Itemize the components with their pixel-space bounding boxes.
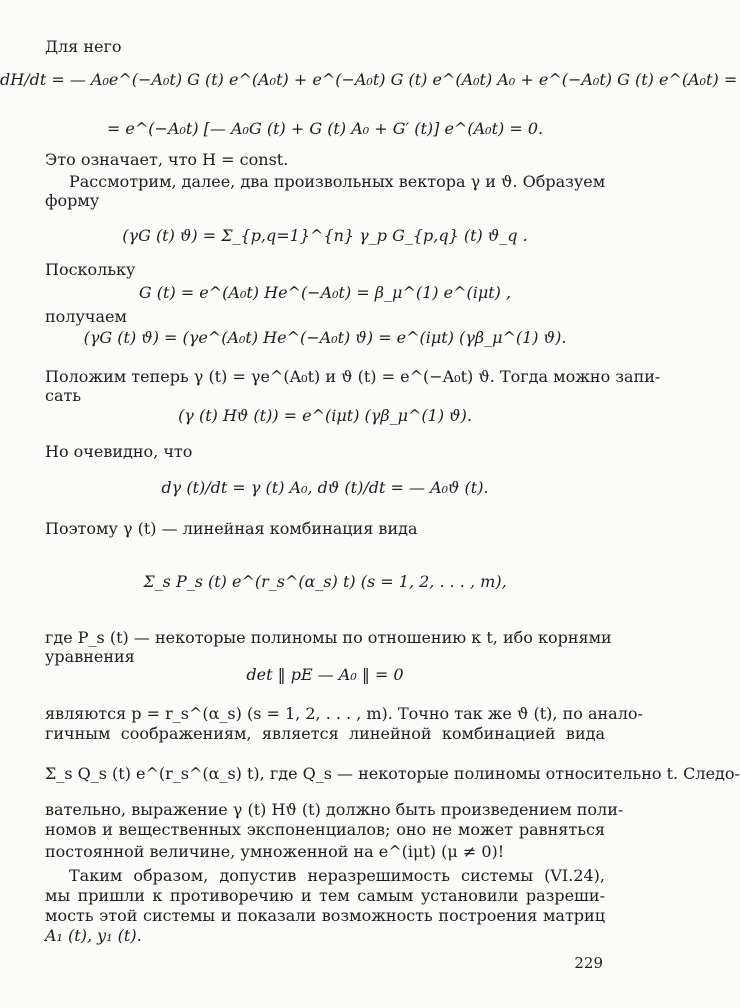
- equation-line: (γG (t) ϑ) = (γe^(A₀t) He^(−A₀t) ϑ) = e^(iμt) (γβ_μ^(1) ϑ).: [83, 328, 567, 347]
- equation-line: Σ_s P_s (t) e^(r_s^(α_s) t) (s = 1, 2, . . . , m),: [143, 572, 507, 591]
- text-line: Поскольку: [45, 260, 136, 279]
- paragraph-line: Положим теперь γ (t) = γe^(A₀t) и ϑ (t) = e^(−A₀t) ϑ. Тогда можно запи-: [45, 367, 661, 386]
- text-line: форму: [45, 191, 100, 210]
- equation-line: G (t) = e^(A₀t) He^(−A₀t) = β_μ^(1) e^(iμt) ,: [138, 283, 512, 302]
- equation-line: (γG (t) ϑ) = Σ_{p,q=1}^{n} γ_p G_{p,q} (t) ϑ_q .: [122, 226, 528, 245]
- equation-line: det ‖ pE — A₀ ‖ = 0: [246, 665, 404, 684]
- paragraph-line: мость этой системы и показали возможность построения матриц: [45, 906, 605, 925]
- paragraph-line: Таким образом, допустив неразрешимость системы (VI.24),: [69, 866, 605, 885]
- text-line: Это означает, что H = const.: [45, 150, 289, 169]
- text-line: сать: [45, 386, 82, 405]
- paragraph-line: являются p = r_s^(α_s) (s = 1, 2, . . . , m). Точно так же ϑ (t), по анало-: [45, 704, 643, 723]
- equation-line: dH/dt = — A₀e^(−A₀t) G (t) e^(A₀t) + e^(−A₀t) G (t) e^(A₀t) A₀ + e^(−A₀t) G (t) e^(A₀t) =: [0, 70, 738, 89]
- page-number: 229: [574, 954, 603, 972]
- text-line: A₁ (t), y₁ (t).: [45, 926, 142, 945]
- equation-line: (γ (t) Hϑ (t)) = e^(iμt) (γβ_μ^(1) ϑ).: [178, 406, 472, 425]
- text-line: постоянной величине, умноженной на e^(iμt) (μ ≠ 0)!: [45, 842, 505, 861]
- equation-line: = e^(−A₀t) [— A₀G (t) + G (t) A₀ + G′ (t)] e^(A₀t) = 0.: [106, 119, 544, 138]
- paragraph-line: Σ_s Q_s (t) e^(r_s^(α_s) t), где Q_s — некоторые полиномы относительно t. Следо-: [45, 764, 740, 783]
- paragraph-line: Рассмотрим, далее, два произвольных вектора γ и ϑ. Образуем: [69, 172, 606, 191]
- text-line: Но очевидно, что: [45, 442, 193, 461]
- paragraph-line: номов и вещественных экспоненциалов; оно не может равняться: [45, 820, 605, 839]
- text-line: уравнения: [45, 647, 135, 666]
- text-line: Поэтому γ (t) — линейная комбинация вида: [45, 519, 418, 538]
- text-line: получаем: [45, 307, 127, 326]
- paragraph-line: гичным соображениям, является линейной комбинацией вида: [45, 724, 605, 743]
- paragraph-line: вательно, выражение γ (t) Hϑ (t) должно быть произведением поли-: [45, 800, 624, 819]
- paragraph-line: где P_s (t) — некоторые полиномы по отношению к t, ибо корнями: [45, 628, 612, 647]
- text-line: Для него: [45, 37, 122, 56]
- paragraph-line: мы пришли к противоречию и тем самым установили разреши-: [45, 886, 605, 905]
- equation-line: dγ (t)/dt = γ (t) A₀, dϑ (t)/dt = — A₀ϑ (t).: [161, 478, 489, 497]
